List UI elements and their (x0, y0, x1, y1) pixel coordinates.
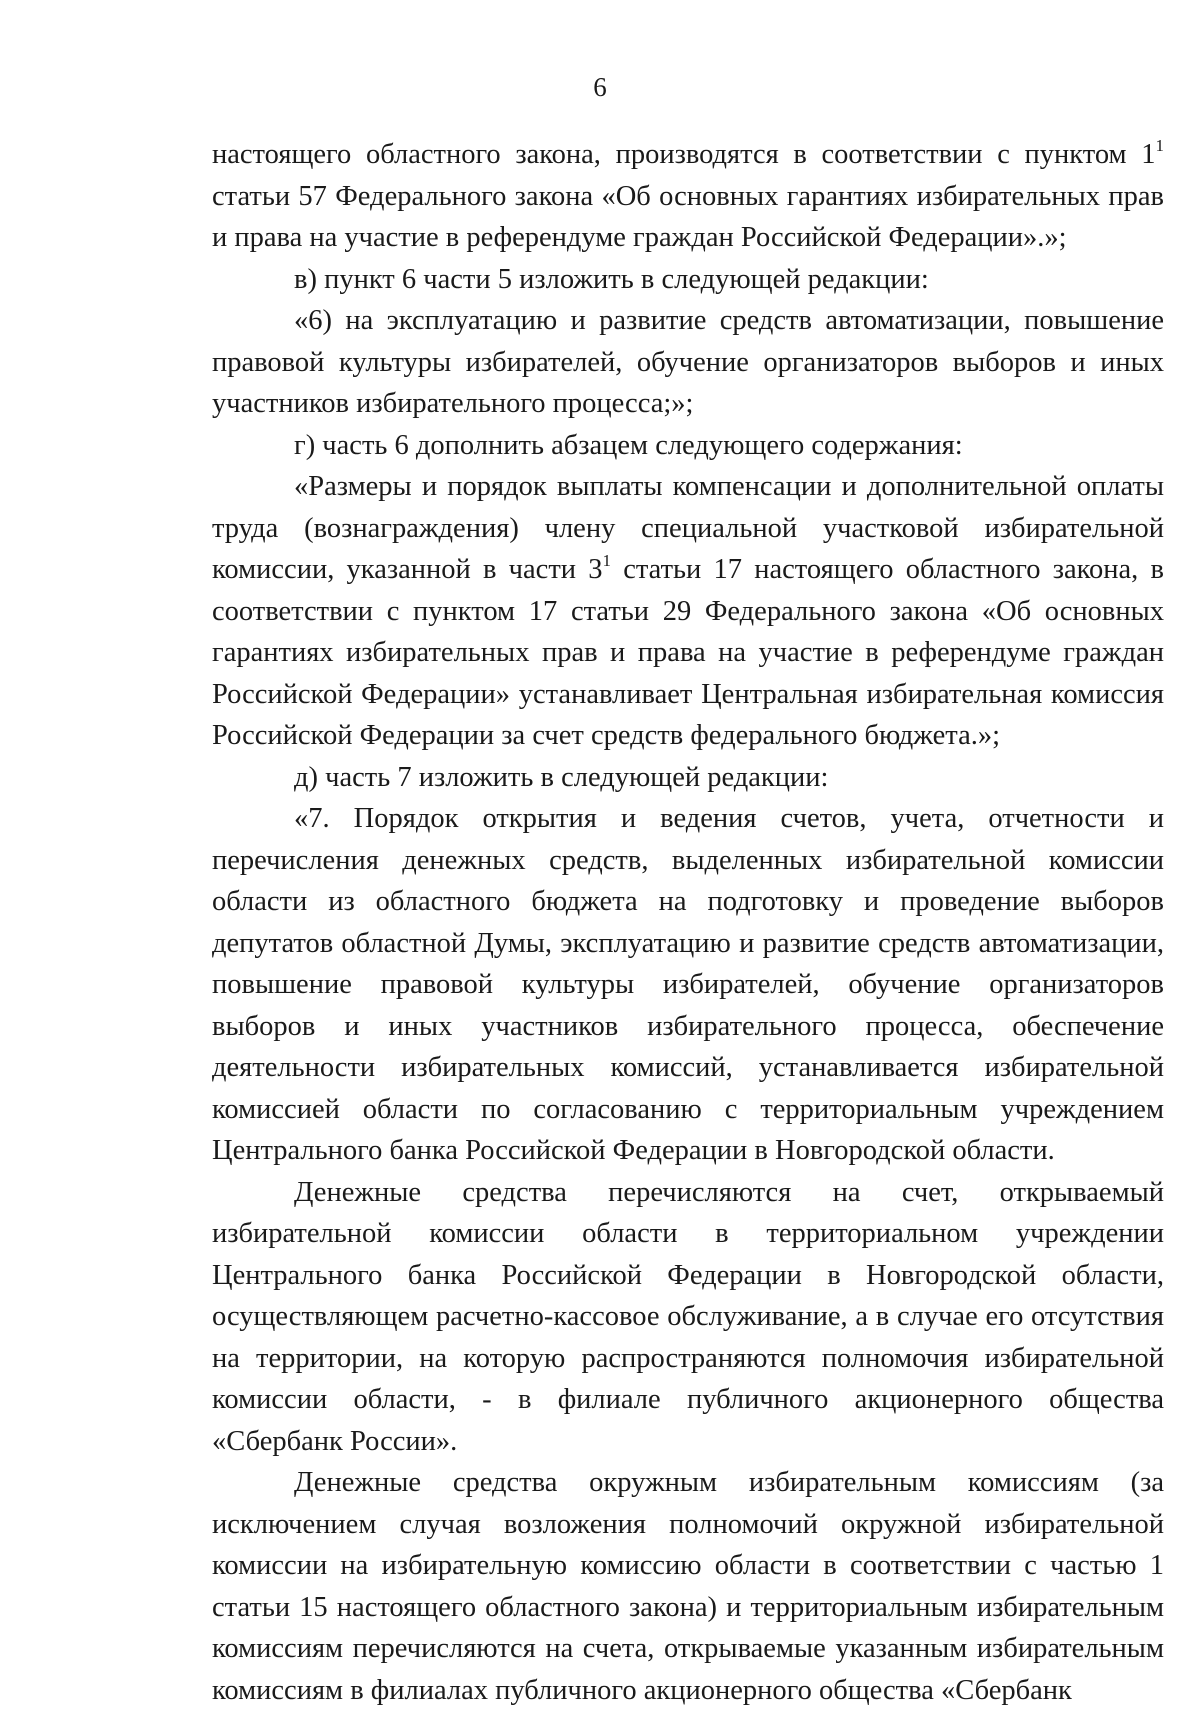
text-segment: г) часть 6 дополнить абзацем следующего содержания: (294, 430, 963, 461)
text-segment: и права на участие в референдуме граждан Российской Федерации».»; (212, 222, 1067, 253)
page-number: 6 (0, 70, 1200, 104)
text-segment: комиссиям перечисляются на счета, открываемые указанным избирательным (212, 1633, 1164, 1664)
text-line (212, 798, 1164, 840)
text-line (212, 217, 1164, 259)
text-segment: Центрального банка Российской Федерации в Новгородской области. (212, 1135, 1055, 1166)
text-line (212, 508, 1164, 550)
text-line (212, 1006, 1164, 1048)
text-segment: статьи 57 Федерального закона «Об основных гарантиях избирательных прав (212, 181, 1164, 212)
text-segment: статьи 15 настоящего областного закона) и территориальным избирательным (212, 1592, 1164, 1623)
text-line (212, 632, 1164, 674)
text-segment: повышение правовой культуры избирателей, обучение организаторов (212, 969, 1164, 1000)
text-segment: Денежные средства перечисляются на счет, открываемый (294, 1177, 1164, 1208)
text-line (212, 259, 1164, 301)
text-line (212, 383, 1164, 425)
text-line (212, 1047, 1164, 1089)
text-line (212, 300, 1164, 342)
text-line (212, 1628, 1164, 1670)
text-segment: «6) на эксплуатацию и развитие средств автоматизации, повышение (294, 305, 1164, 336)
text-line (212, 1296, 1164, 1338)
text-line (212, 549, 1164, 591)
text-line (212, 1421, 1164, 1463)
text-line (212, 1255, 1164, 1297)
text-segment: на территории, на которую распространяются полномочия избирательной (212, 1343, 1164, 1374)
document-body (212, 134, 1164, 1711)
text-segment: участников избирательного процесса;»; (212, 388, 693, 419)
text-segment: «7. Порядок открытия и ведения счетов, учета, отчетности и (294, 803, 1164, 834)
text-line (212, 1379, 1164, 1421)
text-segment: избирательной комиссии области в территориальном учреждении (212, 1218, 1164, 1249)
text-line (212, 342, 1164, 384)
text-segment: гарантиях избирательных прав и права на участие в референдуме граждан (212, 637, 1164, 668)
text-line (212, 1338, 1164, 1380)
text-segment: комиссиям в филиалах публичного акционерного общества «Сбербанк (212, 1675, 1072, 1706)
text-line (212, 1213, 1164, 1255)
text-line (212, 1545, 1164, 1587)
text-segment: статьи 17 настоящего областного закона, в (611, 554, 1164, 585)
text-line (212, 757, 1164, 799)
text-line (212, 1504, 1164, 1546)
text-segment: д) часть 7 изложить в следующей редакции: (294, 762, 828, 793)
text-segment: деятельности избирательных комиссий, устанавливается избирательной (212, 1052, 1164, 1083)
text-segment: комиссии на избирательную комиссию области в соответствии с частью 1 (212, 1550, 1164, 1581)
text-line (212, 674, 1164, 716)
text-line (212, 1130, 1164, 1172)
text-segment: «Размеры и порядок выплаты компенсации и дополнительной оплаты (294, 471, 1164, 502)
text-segment: комиссии области, - в филиале публичного акционерного общества (212, 1384, 1164, 1415)
text-line (212, 176, 1164, 218)
text-line (212, 964, 1164, 1006)
text-line (212, 134, 1164, 176)
text-segment: правовой культуры избирателей, обучение организаторов выборов и иных (212, 347, 1164, 378)
text-segment: депутатов областной Думы, эксплуатацию и развитие средств автоматизации, (212, 928, 1164, 959)
text-line (212, 923, 1164, 965)
text-line (212, 1089, 1164, 1131)
text-segment: соответствии с пунктом 17 статьи 29 Федерального закона «Об основных (212, 596, 1164, 627)
text-segment: Центрального банка Российской Федерации в Новгородской области, (212, 1260, 1164, 1291)
text-line (212, 425, 1164, 467)
text-segment: настоящего областного закона, производятся в соответствии с пунктом 1 (212, 139, 1156, 170)
text-line (212, 1172, 1164, 1214)
text-segment: перечисления денежных средств, выделенных избирательной комиссии (212, 845, 1164, 876)
text-segment: Денежные средства окружным избирательным комиссиям (за (294, 1467, 1164, 1498)
text-line (212, 1587, 1164, 1629)
text-segment: в) пункт 6 части 5 изложить в следующей редакции: (294, 264, 929, 295)
text-segment: области из областного бюджета на подготовку и проведение выборов (212, 886, 1164, 917)
text-segment: Российской Федерации за счет средств федерального бюджета.»; (212, 720, 1000, 751)
text-segment: труда (вознаграждения) члену специальной участковой избирательной (212, 513, 1164, 544)
text-segment: комиссии, указанной в части 3 (212, 554, 603, 585)
text-line (212, 1462, 1164, 1504)
text-segment: осуществляющем расчетно-кассовое обслуживание, а в случае его отсутствия (212, 1301, 1164, 1332)
superscript: 1 (1156, 136, 1165, 155)
text-segment: комиссией области по согласованию с территориальным учреждением (212, 1094, 1164, 1125)
text-line (212, 1670, 1164, 1711)
text-segment: выборов и иных участников избирательного процесса, обеспечение (212, 1011, 1164, 1042)
superscript: 1 (603, 551, 612, 570)
text-line (212, 881, 1164, 923)
text-line (212, 840, 1164, 882)
text-segment: «Сбербанк России». (212, 1426, 457, 1457)
text-segment: исключением случая возложения полномочий окружной избирательной (212, 1509, 1164, 1540)
text-line (212, 466, 1164, 508)
text-line (212, 591, 1164, 633)
text-line (212, 715, 1164, 757)
text-segment: Российской Федерации» устанавливает Центральная избирательная комиссия (212, 679, 1164, 710)
